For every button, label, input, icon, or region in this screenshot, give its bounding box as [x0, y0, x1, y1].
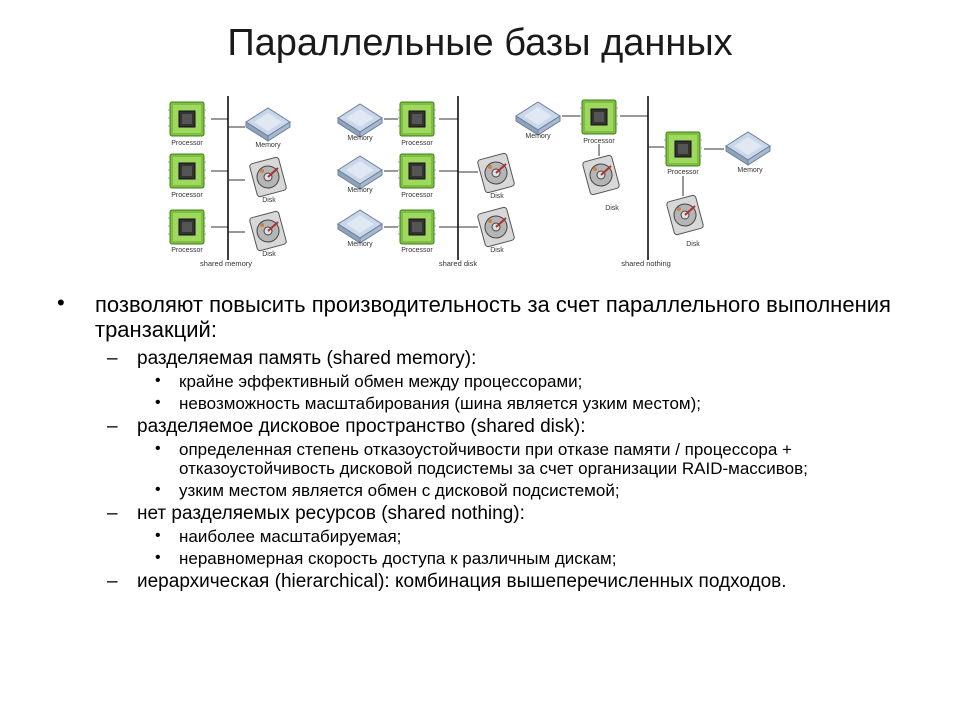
shared-disk-diagram	[338, 96, 515, 268]
bullet-dot-icon: •	[155, 527, 161, 544]
dash-icon: –	[107, 571, 118, 592]
disk-label: Disk	[490, 247, 504, 254]
processor-label: Processor	[667, 169, 699, 176]
bullet-dot-icon: •	[155, 549, 161, 566]
dash-icon: –	[107, 348, 118, 369]
dash-icon: –	[107, 503, 118, 524]
architecture-diagram	[150, 92, 790, 272]
disk-label: Disk	[605, 205, 619, 212]
disk-icon	[666, 195, 704, 236]
main-bullet-text: позволяют повысить производительность за счет параллельного выполнения транзакций:	[95, 292, 891, 342]
disk-icon	[582, 155, 620, 196]
slide-title: Параллельные базы данных	[227, 22, 733, 64]
point-text: неравномерная скорость доступа к различным дискам;	[179, 549, 617, 568]
processor-label: Processor	[583, 138, 615, 145]
disk-label: Disk	[262, 197, 276, 204]
processor-icon	[398, 210, 436, 244]
bullet-dot-icon: •	[57, 290, 65, 315]
hierarchical-label: иерархическая (hierarchical): комбинация вышеперечисленных подходов.	[137, 571, 787, 592]
main-bullet	[55, 292, 915, 342]
disk-label: Disk	[262, 251, 276, 258]
memory-label: Memory	[347, 187, 373, 194]
bullet-dot-icon: •	[155, 394, 161, 411]
bullet-dot-icon: •	[155, 481, 161, 498]
shared-nothing-diagram	[516, 96, 770, 268]
memory-label: Memory	[737, 167, 763, 174]
shared-nothing-item	[55, 503, 915, 525]
processor-icon	[664, 132, 702, 166]
memory-icon	[516, 102, 560, 135]
shared-nothing-point	[55, 527, 915, 546]
bullet-list	[55, 292, 915, 595]
processor-label: Processor	[401, 140, 433, 147]
processor-icon	[398, 102, 436, 136]
processor-icon	[168, 210, 206, 244]
processor-icon	[580, 100, 618, 134]
memory-label: Memory	[255, 142, 281, 149]
shared-nothing-caption: shared nothing	[621, 259, 671, 268]
disk-icon	[249, 211, 287, 252]
memory-icon	[338, 156, 382, 189]
disk-icon	[477, 153, 515, 194]
point-text: определенная степень отказоустойчивости при отказе памяти / процессора + отказоустойчивость дисковой подсистемы за счет организации RAID-массивов;	[179, 440, 808, 478]
shared-memory-point	[55, 394, 915, 413]
point-text: крайне эффективный обмен между процессорами;	[179, 372, 583, 391]
point-text: узким местом является обмен с дисковой подсистемой;	[179, 481, 620, 500]
dash-icon: –	[107, 416, 118, 437]
shared-nothing-label: нет разделяемых ресурсов (shared nothing):	[137, 503, 525, 524]
processor-label: Processor	[171, 192, 203, 199]
memory-label: Memory	[347, 135, 373, 142]
hierarchical-item	[55, 571, 915, 593]
bullet-dot-icon: •	[155, 372, 161, 389]
memory-icon	[726, 132, 770, 165]
memory-icon	[246, 108, 290, 141]
processor-icon	[168, 154, 206, 188]
processor-icon	[398, 154, 436, 188]
point-text: невозможность масштабирования (шина является узким местом);	[179, 394, 702, 413]
bullet-dot-icon: •	[155, 440, 161, 457]
shared-nothing-point	[55, 549, 915, 568]
shared-disk-label: разделяемое дисковое пространство (shared disk):	[137, 416, 586, 437]
shared-memory-diagram	[168, 96, 290, 268]
point-text: наиболее масштабируемая;	[179, 527, 402, 546]
shared-disk-item	[55, 416, 915, 438]
shared-disk-caption: shared disk	[438, 259, 478, 268]
processor-label: Processor	[401, 247, 433, 254]
disk-icon	[249, 157, 287, 198]
shared-memory-caption: shared memory	[199, 259, 253, 268]
disk-label: Disk	[490, 193, 504, 200]
memory-label: Memory	[525, 133, 551, 140]
memory-icon	[338, 104, 382, 137]
processor-label: Processor	[171, 140, 203, 147]
shared-memory-point	[55, 372, 915, 391]
shared-disk-point	[55, 440, 915, 478]
shared-memory-item	[55, 348, 915, 370]
disk-icon	[477, 207, 515, 248]
processor-label: Processor	[171, 247, 203, 254]
disk-label: Disk	[686, 241, 700, 248]
processor-icon	[168, 102, 206, 136]
memory-icon	[338, 210, 382, 243]
shared-disk-point	[55, 481, 915, 500]
processor-label: Processor	[401, 192, 433, 199]
memory-label: Memory	[347, 241, 373, 248]
shared-memory-label: разделяемая память (shared memory):	[137, 348, 477, 369]
